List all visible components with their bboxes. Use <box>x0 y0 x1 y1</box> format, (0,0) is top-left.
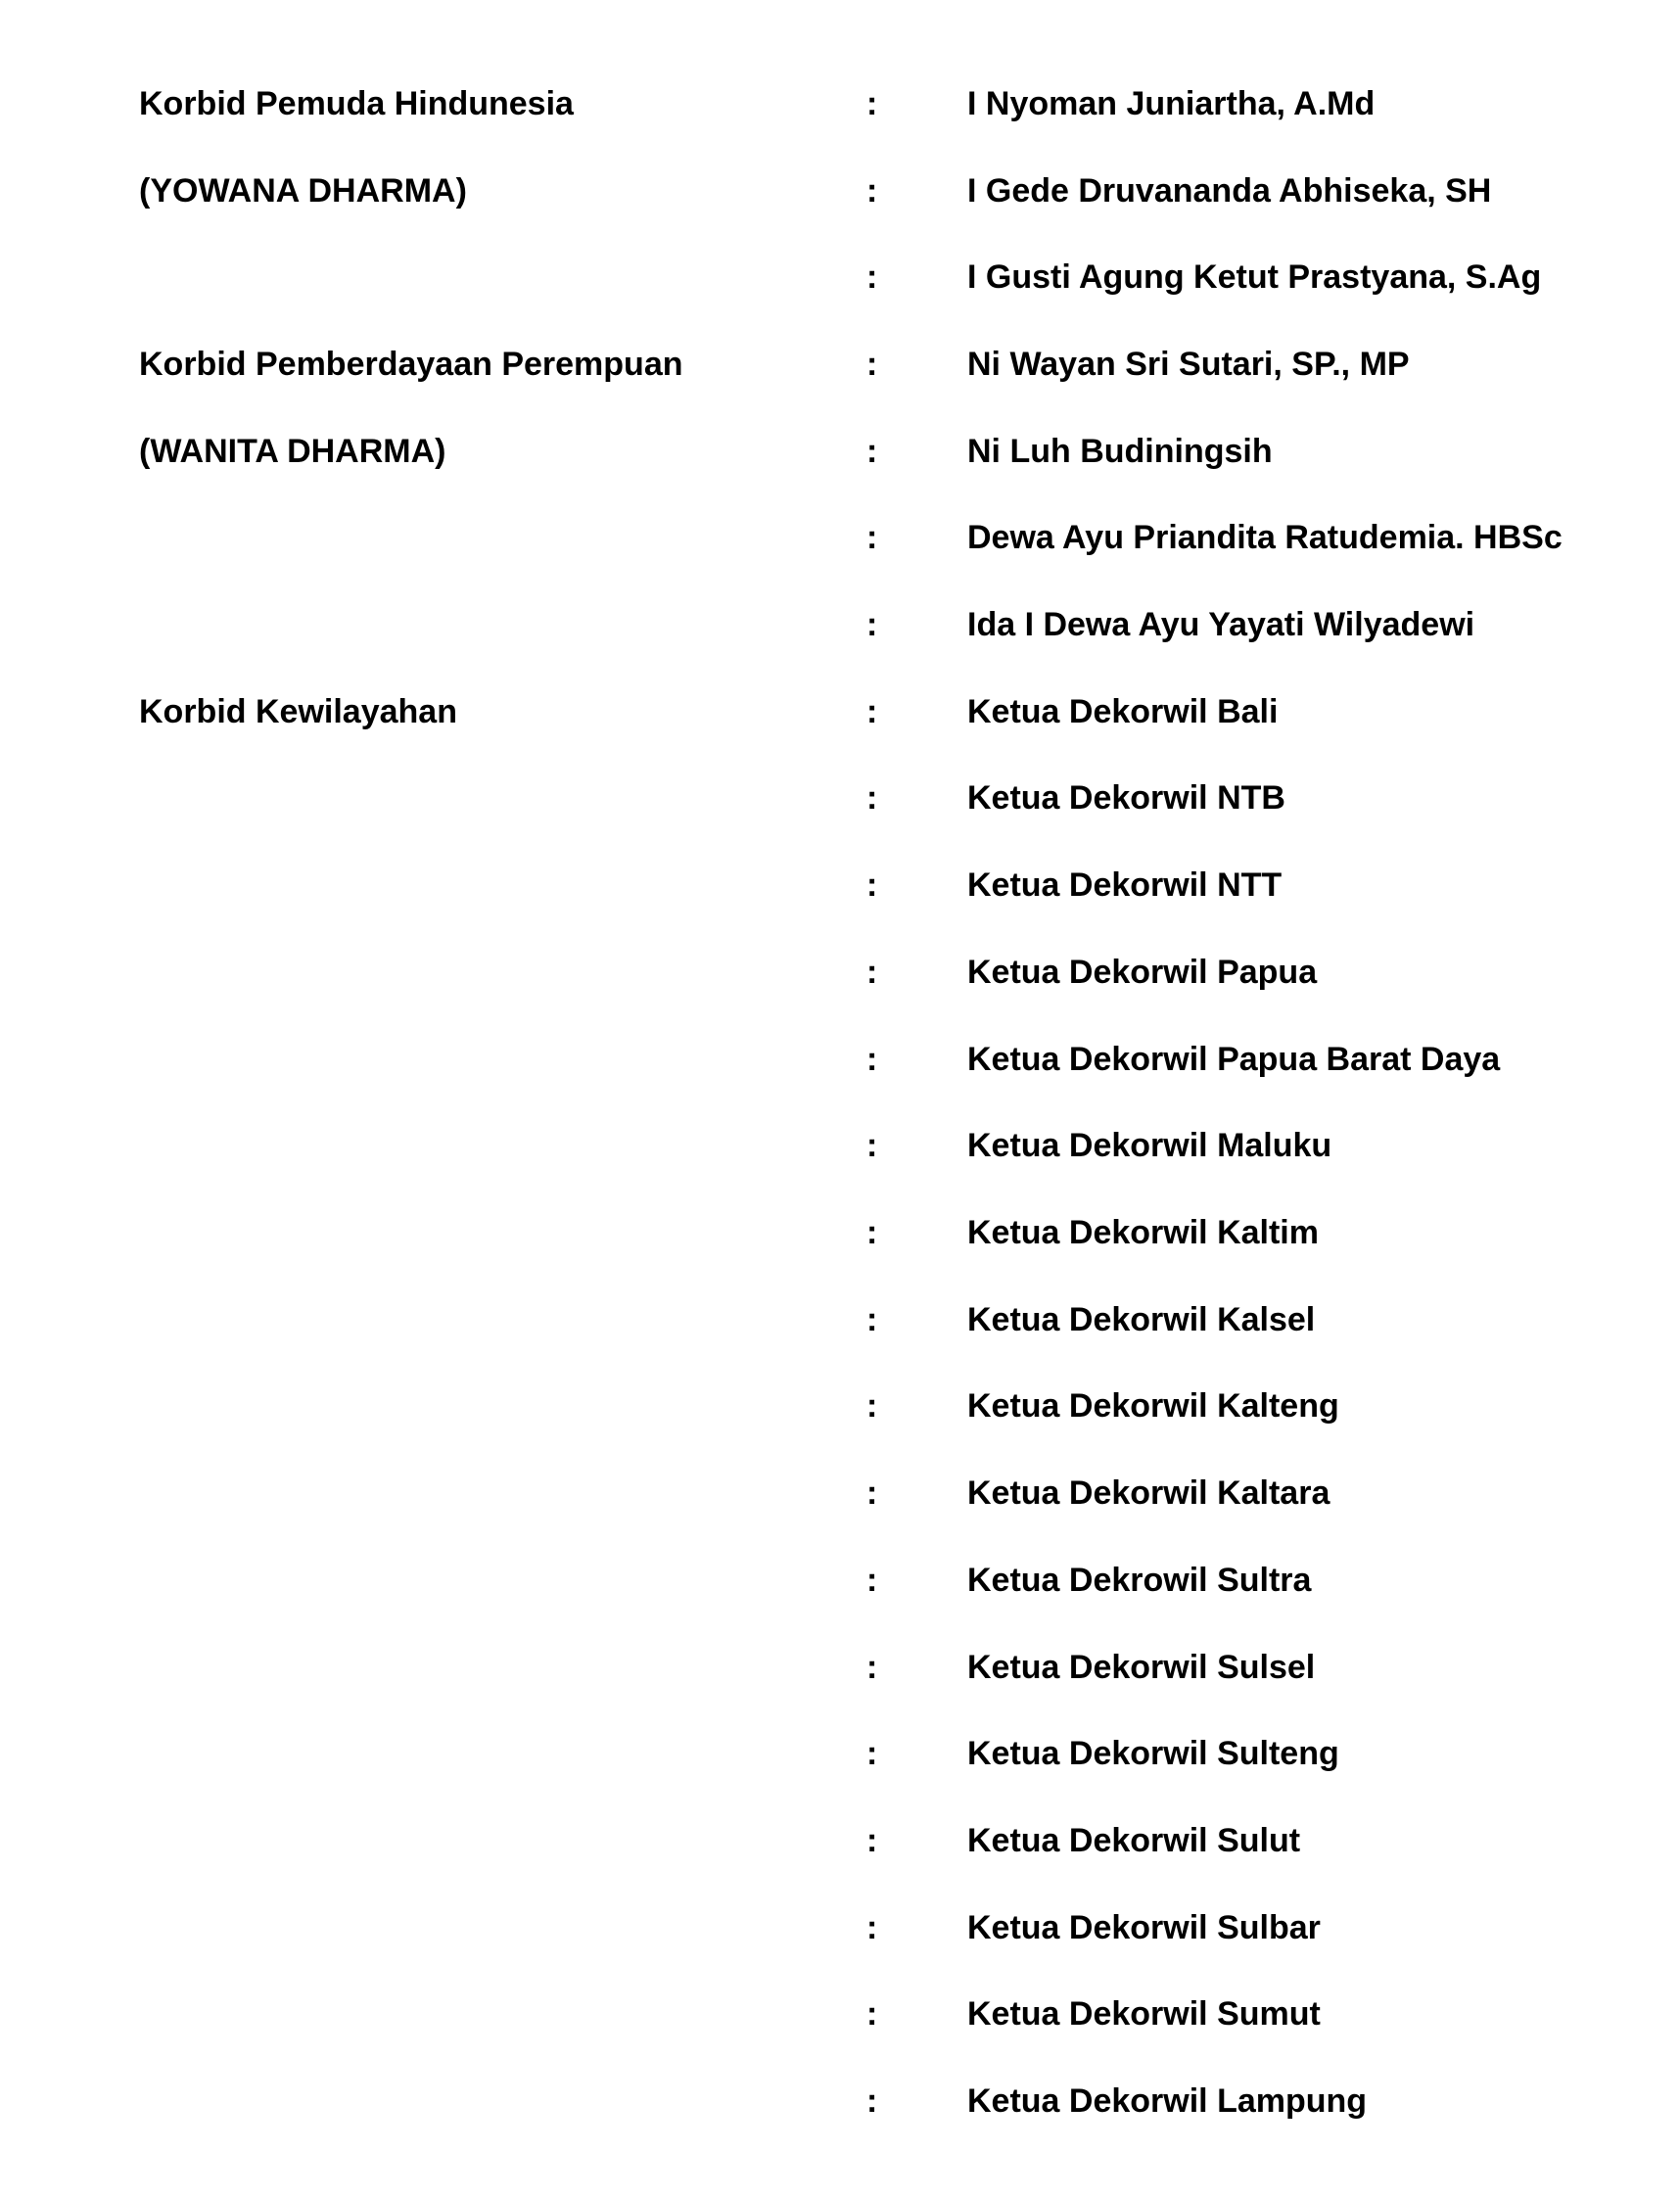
row-value: I Gede Druvananda Abhiseka, SH <box>967 172 1492 210</box>
row-colon: : <box>866 1387 878 1425</box>
roster-row <box>0 856 1680 914</box>
row-colon: : <box>866 1909 878 1946</box>
row-label: Korbid Kewilayahan <box>139 693 457 730</box>
roster-row <box>0 1811 1680 1870</box>
row-colon: : <box>866 1301 878 1338</box>
row-value: Ketua Dekorwil NTT <box>967 866 1283 904</box>
row-label: Korbid Pemberdayaan Perempuan <box>139 346 683 383</box>
roster-row <box>0 1030 1680 1089</box>
row-value: Ketua Dekrowil Sultra <box>967 1562 1312 1599</box>
roster-row <box>0 422 1680 481</box>
row-colon: : <box>866 954 878 991</box>
row-value: Ni Luh Budiningsih <box>967 433 1273 470</box>
row-colon: : <box>866 1041 878 1078</box>
row-colon: : <box>866 1649 878 1686</box>
row-value: Ketua Dekorwil Kalteng <box>967 1387 1339 1425</box>
roster-row <box>0 769 1680 827</box>
row-value: Ketua Dekorwil NTB <box>967 779 1285 817</box>
row-value: Ketua Dekorwil Sulut <box>967 1822 1301 1859</box>
row-value: Ketua Dekorwil Lampung <box>967 2082 1368 2120</box>
row-colon: : <box>866 258 878 296</box>
roster-row <box>0 508 1680 567</box>
roster-row <box>0 1464 1680 1522</box>
row-colon: : <box>866 433 878 470</box>
row-value: Ketua Dekorwil Papua Barat Daya <box>967 1041 1501 1078</box>
row-colon: : <box>866 1562 878 1599</box>
roster-row <box>0 1898 1680 1957</box>
row-label: (YOWANA DHARMA) <box>139 172 467 210</box>
row-value: Ida I Dewa Ayu Yayati Wilyadewi <box>967 606 1475 643</box>
row-colon: : <box>866 1127 878 1164</box>
row-value: Ketua Dekorwil Kalsel <box>967 1301 1316 1338</box>
row-value: Ketua Dekorwil Sulsel <box>967 1649 1316 1686</box>
roster-row <box>0 162 1680 220</box>
row-value: Ni Wayan Sri Sutari, SP., MP <box>967 346 1410 383</box>
row-colon: : <box>866 85 878 122</box>
roster-row <box>0 595 1680 654</box>
roster-row <box>0 335 1680 394</box>
row-colon: : <box>866 693 878 730</box>
row-colon: : <box>866 346 878 383</box>
roster-row <box>0 1116 1680 1175</box>
roster-row <box>0 1203 1680 1262</box>
roster-row <box>0 1551 1680 1610</box>
roster-row <box>0 682 1680 741</box>
row-value: Ketua Dekorwil Sulbar <box>967 1909 1321 1946</box>
row-colon: : <box>866 866 878 904</box>
row-colon: : <box>866 2082 878 2120</box>
row-colon: : <box>866 172 878 210</box>
roster-row <box>0 1724 1680 1783</box>
roster-row <box>0 2072 1680 2130</box>
row-colon: : <box>866 1995 878 2033</box>
row-colon: : <box>866 1214 878 1251</box>
row-value: I Gusti Agung Ketut Prastyana, S.Ag <box>967 258 1542 296</box>
roster-row <box>0 1290 1680 1349</box>
row-label: (WANITA DHARMA) <box>139 433 446 470</box>
row-colon: : <box>866 779 878 817</box>
row-colon: : <box>866 606 878 643</box>
row-value: Ketua Dekorwil Maluku <box>967 1127 1332 1164</box>
row-value: Ketua Dekorwil Sulteng <box>967 1735 1339 1772</box>
row-colon: : <box>866 1474 878 1512</box>
row-label: Korbid Pemuda Hindunesia <box>139 85 574 122</box>
row-value: I Nyoman Juniartha, A.Md <box>967 85 1376 122</box>
row-value: Ketua Dekorwil Kaltim <box>967 1214 1319 1251</box>
row-value: Ketua Dekorwil Kaltara <box>967 1474 1330 1512</box>
roster-row <box>0 74 1680 133</box>
roster-row <box>0 1377 1680 1435</box>
row-colon: : <box>866 519 878 556</box>
row-value: Ketua Dekorwil Sumut <box>967 1995 1321 2033</box>
row-value: Ketua Dekorwil Papua <box>967 954 1318 991</box>
row-value: Dewa Ayu Priandita Ratudemia. HBSc <box>967 519 1563 556</box>
roster-row <box>0 1985 1680 2043</box>
roster-row <box>0 943 1680 1002</box>
row-value: Ketua Dekorwil Bali <box>967 693 1279 730</box>
row-colon: : <box>866 1735 878 1772</box>
row-colon: : <box>866 1822 878 1859</box>
roster-row <box>0 248 1680 306</box>
roster-row <box>0 1638 1680 1697</box>
